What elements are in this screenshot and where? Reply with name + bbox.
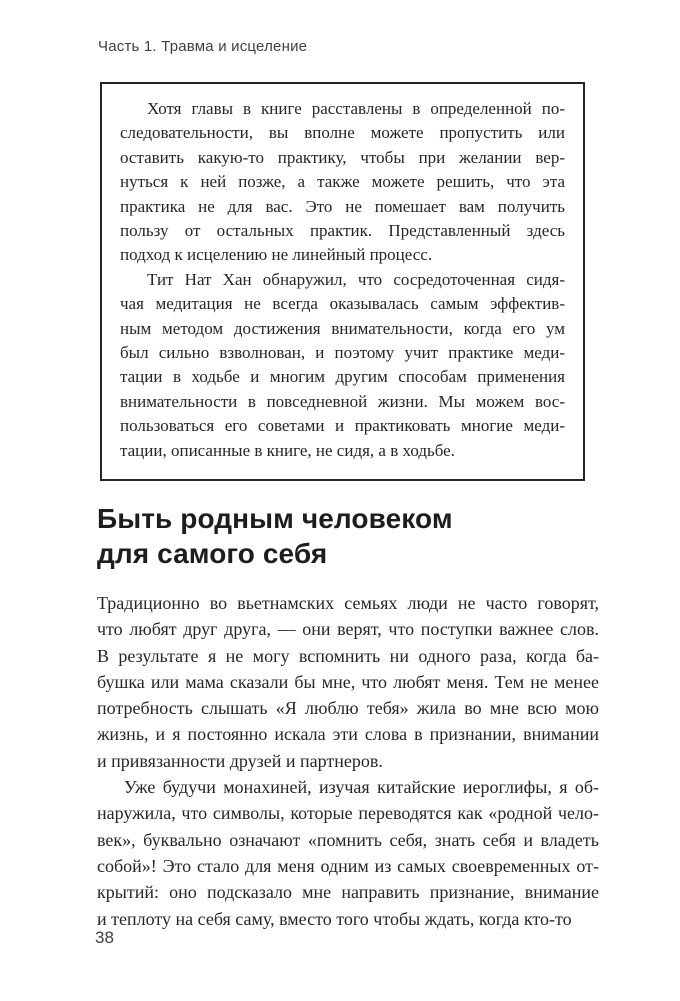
text-line: Уже будучи монахиней, изучая китайские иероглифы, я об- [124, 777, 599, 798]
text-line: нуться к ней позже, а также можете решить, что эта [120, 172, 565, 192]
body-paragraph-2 [97, 774, 599, 932]
running-head: Часть 1. Травма и исцеление [98, 38, 308, 55]
text-line: Быть родным человеком [97, 503, 453, 534]
page-number: 38 [95, 928, 114, 947]
text-line: что любят друг друга, — они верят, что поступки важнее слов. [97, 619, 599, 640]
text-line: чая медитация не всегда оказывалась самым эффектив- [120, 294, 565, 314]
text-line: Традиционно во вьетнамских семьях люди не часто говорят, [97, 593, 599, 613]
text-line: и теплоту на себя саму, вместо того чтобы ждать, когда кто-то [97, 908, 572, 929]
text-line: пользоваться его советами и практиковать многие меди- [120, 416, 565, 436]
callout-paragraph-2 [120, 268, 565, 463]
text-line: Тит Нат Хан обнаружил, что сосредоточенная сидя- [147, 269, 565, 289]
text-line: наружила, что символы, которые переводятся как «родной чело- [97, 803, 599, 824]
text-line: внимательности в повседневной жизни. Мы можем вос- [120, 391, 565, 411]
text-line: крытий: оно подсказало мне направить признание, внимание [97, 882, 599, 903]
section-heading [97, 501, 453, 571]
text-line: век», буквально означают «помнить себя, знать себя и владеть [97, 829, 599, 850]
text-line: пользу от остальных практик. Представленный здесь [120, 221, 565, 241]
text-line: практика не для вас. Это не помешает вам получить [120, 196, 565, 216]
text-line: и привязанности друзей и партнеров. [97, 750, 383, 771]
body-text [97, 590, 599, 932]
text-line: тации, описанные в книге, не сидя, а в ходьбе. [120, 440, 455, 460]
text-line: для самого себя [97, 538, 328, 569]
text-line: ным методом достижения внимательности, когда его ум [120, 318, 565, 338]
text-line: собой»! Это стало для меня одним из самых своевременных от- [97, 855, 599, 876]
text-line: тации в ходьбе и многим другим способам применения [120, 367, 565, 387]
callout-box [100, 82, 585, 481]
text-line: следовательности, вы вполне можете пропустить или [120, 123, 565, 143]
text-line: Хотя главы в книге расставлены в определенной по- [147, 99, 565, 118]
text-line: жизнь, и я постоянно искала эти слова в признании, внимании [97, 724, 599, 745]
text-line: оставить какую-то практику, чтобы при желании вер- [120, 147, 565, 167]
text-line: В результате я не могу вспомнить ни одного раза, когда ба- [97, 645, 599, 666]
text-line: потребность слышать «Я люблю тебя» жила во мне всю мою [97, 698, 599, 719]
text-line: бушка или мама сказали бы мне, что любят меня. Тем не менее [97, 671, 599, 692]
callout-paragraph-1 [120, 97, 565, 268]
text-line: подход к исцелению не линейный процесс. [120, 245, 433, 265]
text-line: был сильно взволнован, и поэтому учит практике меди- [120, 343, 565, 363]
body-paragraph-1 [97, 590, 599, 774]
